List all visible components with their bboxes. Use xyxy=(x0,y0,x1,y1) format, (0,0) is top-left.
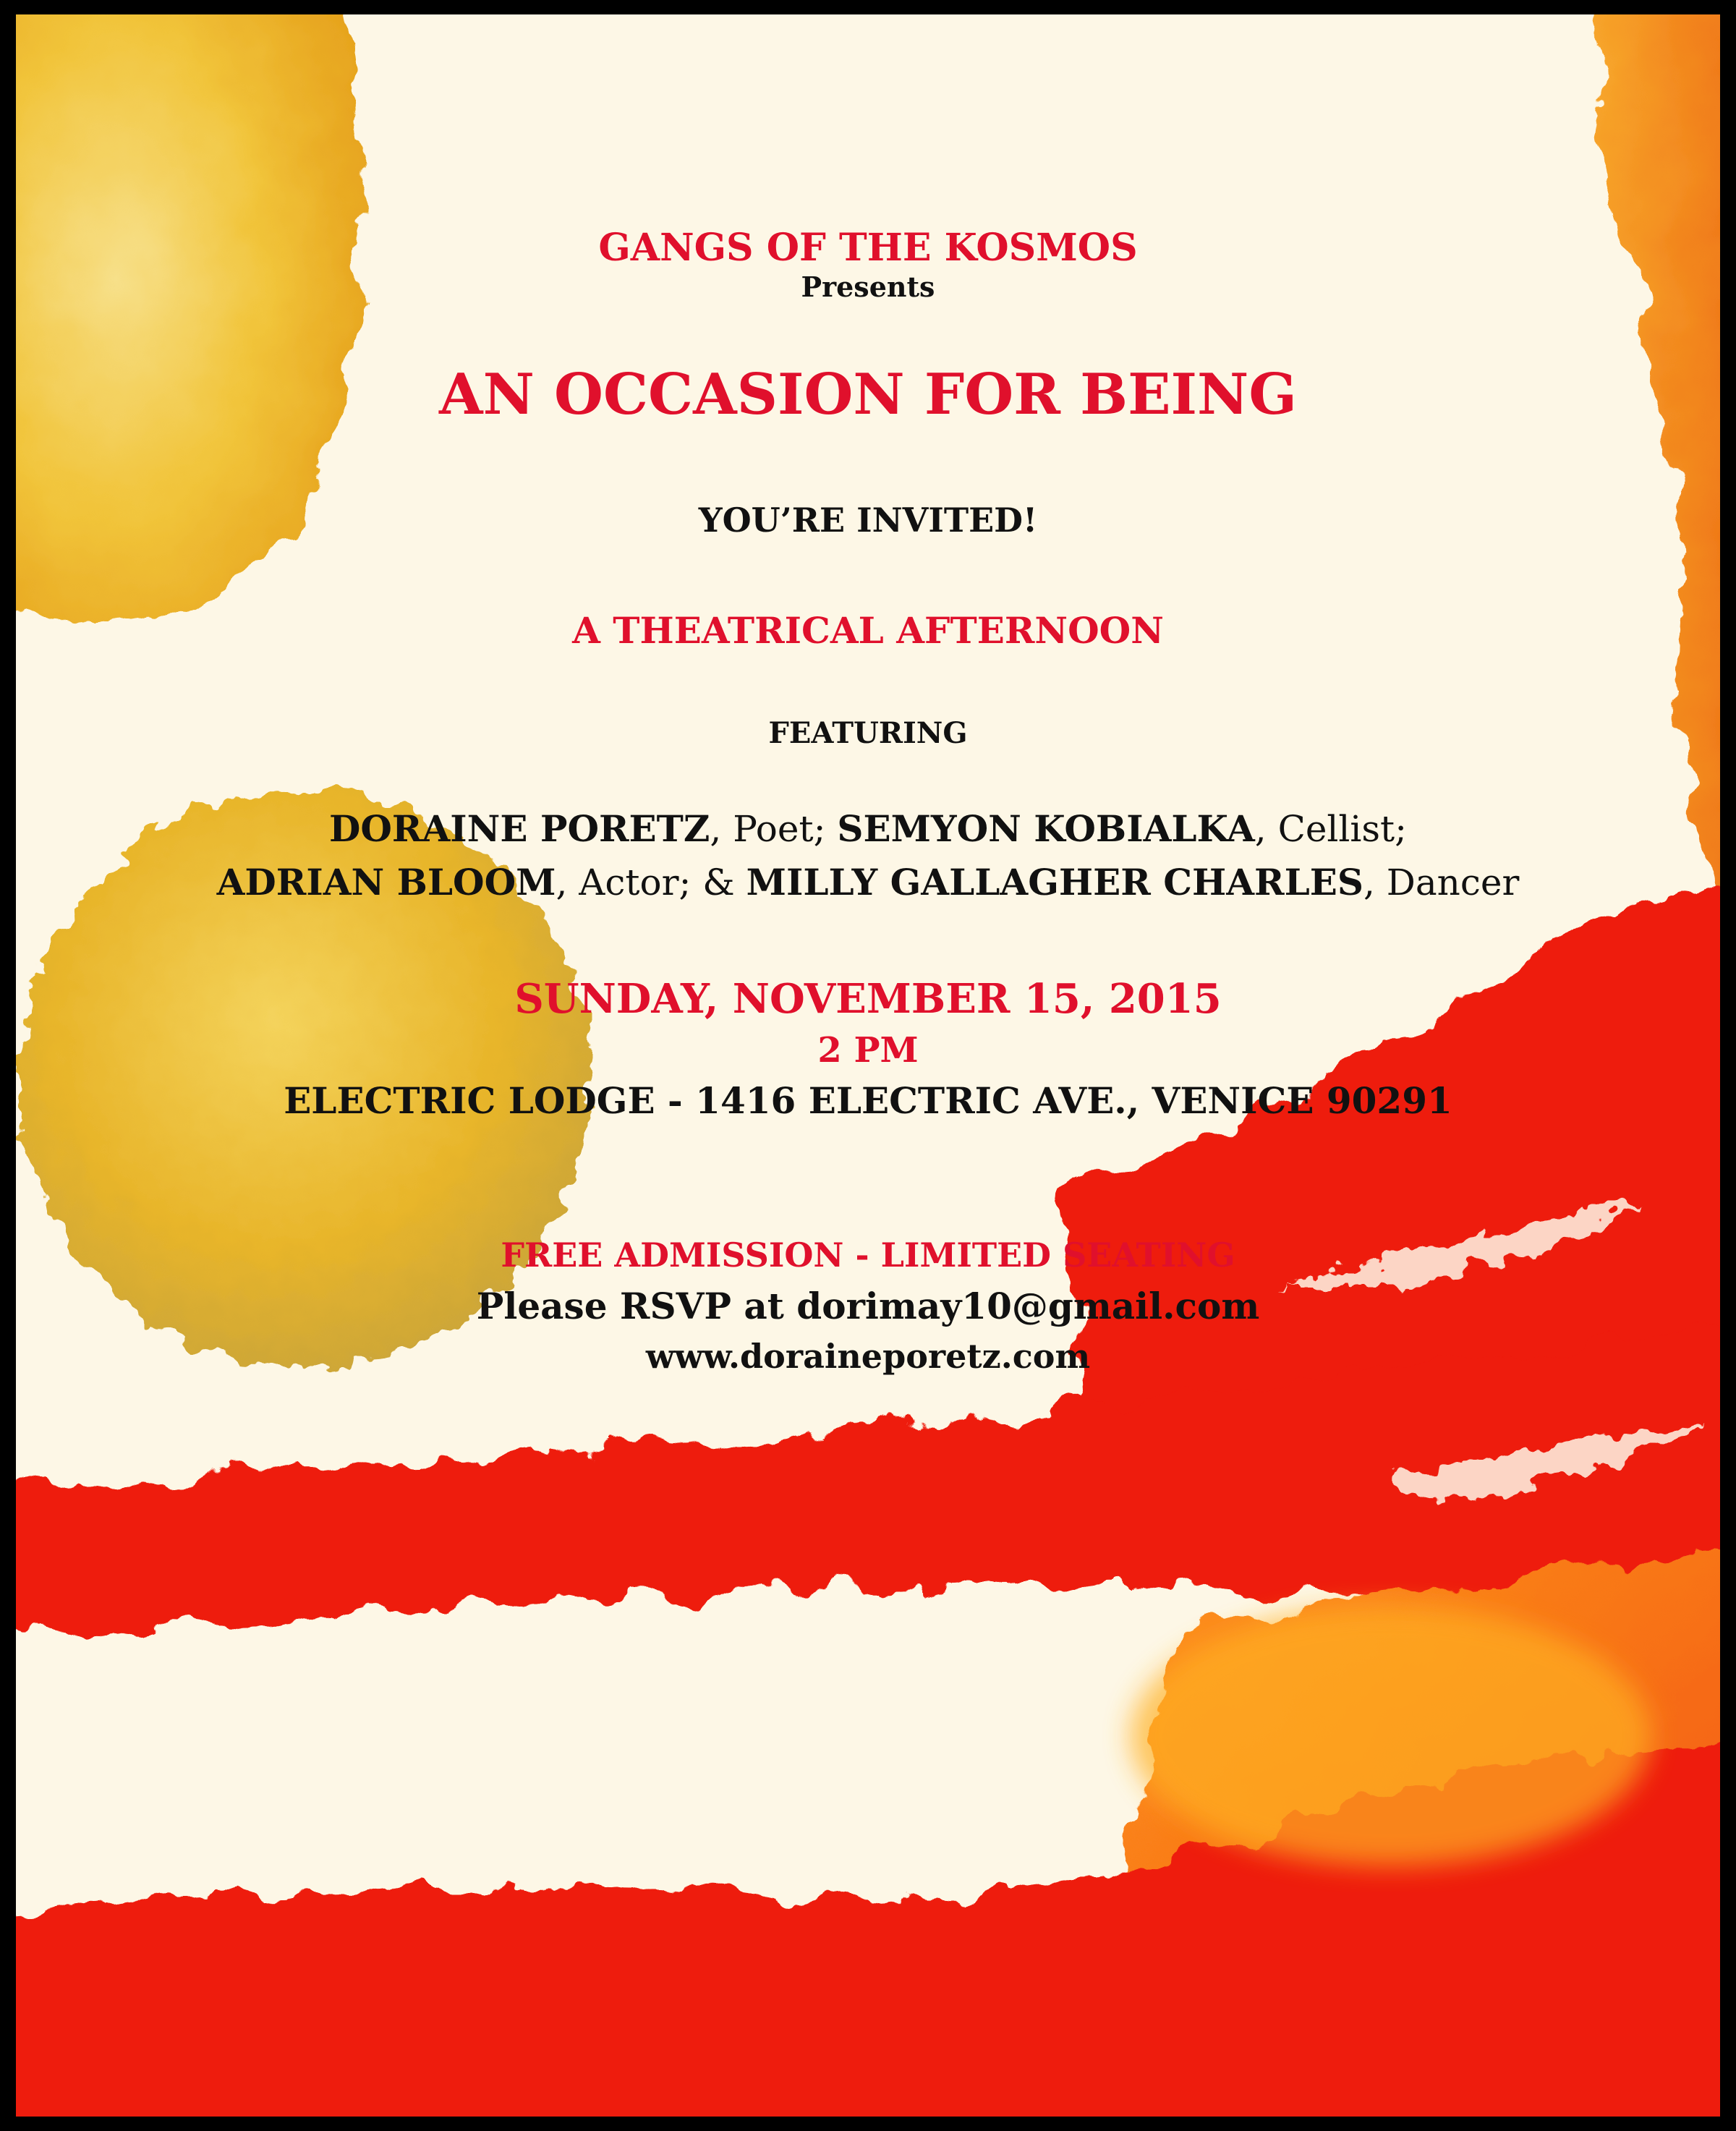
performer-role: Poet xyxy=(733,808,814,850)
performer-name: DORAINE PORETZ xyxy=(328,807,710,850)
event-time: 2 PM xyxy=(817,1030,919,1071)
featuring-label: FEATURING xyxy=(768,716,968,750)
performer-name: ADRIAN BLOOM xyxy=(216,861,556,903)
presenter-name: GANGS OF THE KOSMOS xyxy=(598,226,1138,270)
event-date: SUNDAY, NOVEMBER 15, 2015 xyxy=(514,975,1222,1023)
website-link[interactable]: www.doraineporetz.com xyxy=(645,1337,1091,1376)
performer-name: SEMYON KOBIALKA xyxy=(837,807,1255,850)
performer-role: Dancer xyxy=(1386,862,1520,903)
performer-role: Actor xyxy=(579,862,679,903)
event-venue: ELECTRIC LODGE - 1416 ELECTRIC AVE., VENICE 90291 xyxy=(284,1079,1452,1122)
performers-line-2: ADRIAN BLOOM, Actor; & MILLY GALLAGHER CHARLES, Dancer xyxy=(216,861,1520,903)
performers-line-1: DORAINE PORETZ, Poet; SEMYON KOBIALKA, Cellist; xyxy=(328,807,1407,850)
event-title: AN OCCASION FOR BEING xyxy=(439,362,1297,428)
admission-info: FREE ADMISSION - LIMITED SEATING xyxy=(501,1235,1235,1275)
performer-role: Cellist xyxy=(1277,808,1395,850)
invite-text: YOU’RE INVITED! xyxy=(698,501,1038,540)
event-subtitle: A THEATRICAL AFTERNOON xyxy=(572,609,1164,652)
rsvp-email[interactable]: Please RSVP at dorimay10@gmail.com xyxy=(476,1285,1260,1327)
performer-name: MILLY GALLAGHER CHARLES xyxy=(746,861,1363,903)
orange-glow xyxy=(1130,1606,1651,1866)
presents-label: Presents xyxy=(801,271,935,303)
